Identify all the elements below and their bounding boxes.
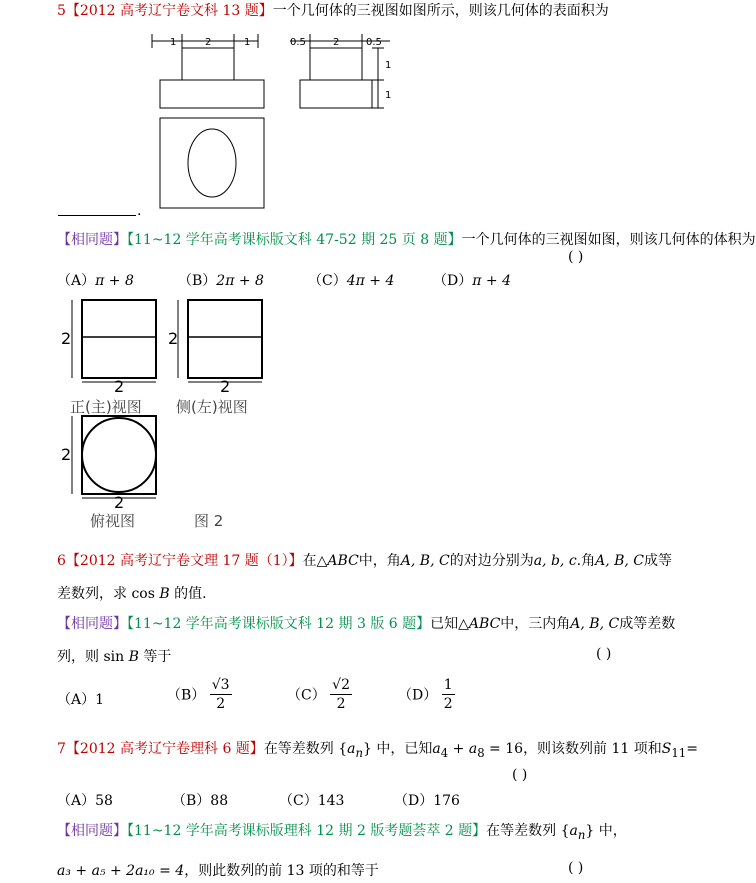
q5-number: 5: [57, 3, 66, 19]
r5-option-d-value: π + 4: [472, 273, 511, 289]
q5-dim-05a: 0.5: [290, 37, 306, 48]
r5-option-b: [178, 270, 264, 290]
r5-side-box: [188, 300, 262, 378]
q6-angle-list: A, B, C: [400, 553, 450, 569]
r6-line2-c: 等于: [138, 649, 172, 665]
q6-text-c: 的对边分别为: [449, 553, 534, 569]
r5-figure-number: 图 2: [194, 512, 224, 530]
r5-three-view-figure: [60, 292, 280, 532]
r6-abc: ABC: [468, 616, 501, 632]
r5-option-a-value: π + 8: [95, 273, 134, 289]
r7-line1: [57, 820, 627, 842]
q5-dim-2: 2: [205, 37, 212, 48]
r5-front-hdim-label: 2: [114, 377, 125, 396]
q5-front-lower-box: [160, 80, 264, 108]
q6-text-e: 成等: [644, 553, 673, 569]
q7-source: 【2012 高考辽宁卷理科 6 题】: [65, 741, 264, 757]
q5-dim-05b: 0.5: [366, 37, 382, 48]
r5-top-circle: [82, 418, 156, 492]
r7-tag: 【相同题】: [57, 823, 127, 839]
r5-side-vdim-label: 2: [168, 329, 179, 348]
q7-number: 7: [57, 741, 66, 757]
q7-line1: [57, 738, 698, 760]
q6-side-list: a, b, c: [533, 553, 577, 569]
r5-option-d-label: （D）: [433, 273, 473, 289]
r6-option-d-num: 1: [443, 677, 453, 693]
r5-top-hdim-label: 2: [114, 493, 125, 512]
q5-answer-blank: [58, 205, 136, 216]
q7-eq-b: a: [468, 741, 478, 757]
r6-option-d: [398, 676, 455, 713]
q5-source: 【2012 高考辽宁卷文科 13 题】: [65, 3, 273, 19]
q7-text-a: 在等差数列 {: [263, 741, 348, 757]
q7-eq-val: = 16: [484, 741, 524, 757]
q5-height-1b: 1: [385, 90, 392, 101]
r5-side-hdim-label: 2: [220, 377, 231, 396]
q7-option-d: （D）176: [394, 793, 460, 809]
q7-s-sub: 11: [671, 745, 687, 760]
r7-equation: a₃ + a₅ + 2a₁₀ = 4: [57, 863, 185, 879]
r6-text-c: 成等差数: [619, 616, 676, 632]
r6-source: 【11~12 学年高考课标版文科 12 期 3 版 6 题】: [127, 616, 431, 632]
r5-top-vdim-label: 2: [61, 445, 72, 464]
q6-text-b: 中，角: [358, 553, 401, 569]
r6-angle-list: A, B, C: [570, 616, 620, 632]
r6-option-b-label: （B）: [167, 687, 206, 704]
r6-option-c: [287, 676, 352, 713]
r7-text-c: ，则此数列的前 13 项的和等于: [184, 863, 379, 879]
q5-top-view-circle: [188, 129, 236, 197]
q6-text-d: .角: [576, 553, 596, 569]
r5-option-a-label: （A）: [57, 273, 96, 289]
r5-line1: [57, 229, 756, 249]
r5-options: [57, 270, 134, 290]
q7-an: a: [347, 741, 356, 757]
q7-eq-a-sub: 4: [440, 745, 449, 760]
r5-option-b-value: 2π + 8: [216, 273, 264, 289]
q5-dim-1a: 1: [170, 37, 177, 48]
r7-text-a: 在等差数列 {: [486, 823, 570, 839]
r5-option-c-label: （C）: [308, 273, 347, 289]
q5-height-dim-line: [372, 48, 384, 108]
r6-option-d-label: （D）: [398, 687, 438, 704]
r7-text-b: } 中，: [585, 823, 627, 839]
r6-option-c-den: 2: [336, 696, 346, 712]
q5-top-view-box: [160, 118, 264, 208]
r5-text: 一个几何体的三视图如图，则该几何体的体积为: [461, 232, 756, 248]
q7-text-b: } 中，已知: [363, 741, 433, 757]
q7-eq-plus: +: [448, 741, 469, 757]
q5-front-upper-box: [182, 48, 234, 80]
r5-side-caption: 侧(左)视图: [176, 398, 248, 416]
r7-an: a: [569, 823, 578, 839]
q6-text-f: 差数列，求 cos: [57, 586, 160, 602]
q6-angle-list-2: A, B, C: [595, 553, 645, 569]
q7-text-d: =: [686, 741, 698, 757]
r5-paren: ( ): [568, 249, 584, 265]
r6-option-c-num: √2: [332, 677, 350, 693]
r6-line1: [57, 613, 675, 633]
q5-three-view-figure: [140, 28, 410, 214]
r6-paren: ( ): [596, 646, 612, 662]
r6-option-b-num: √3: [211, 677, 230, 693]
r7-paren: ( ): [568, 860, 584, 876]
r6-b: B: [128, 649, 139, 665]
r6-line2: [57, 646, 171, 666]
q6-text-a: 在△: [302, 553, 328, 569]
r6-option-b-den: 2: [216, 696, 226, 712]
r5-source: 【11~12 学年高考课标版文科 47-52 期 25 页 8 题】: [127, 232, 462, 248]
q6-source: 【2012 高考辽宁卷文理 17 题（1）】: [65, 553, 303, 569]
q6-line1: [57, 550, 672, 570]
r6-text-b: 中，三内角: [500, 616, 571, 632]
r6-line2-a: 列，则 sin: [57, 649, 129, 665]
q7-eq-b-sub: 8: [477, 745, 485, 760]
q6-line2: [57, 583, 207, 603]
q7-option-a: （A）58: [57, 793, 113, 809]
r6-option-d-den: 2: [443, 696, 453, 712]
q5-dim-1b: 1: [244, 37, 251, 48]
q5-dim-2b: 2: [333, 37, 340, 48]
r5-front-vdim-label: 2: [61, 329, 72, 348]
r5-front-caption: 正(主)视图: [70, 398, 142, 416]
r5-option-b-label: （B）: [178, 273, 217, 289]
r6-option-a: （A）1: [57, 692, 105, 708]
q7-an-sub: n: [355, 745, 364, 760]
r5-top-caption: 俯视图: [90, 512, 136, 530]
q5-blank-period: .: [137, 203, 142, 219]
q7-s: S: [661, 741, 672, 757]
q7-option-b: （B）88: [172, 793, 229, 809]
r5-option-d: [433, 270, 511, 290]
r7-an-sub: n: [577, 827, 586, 842]
q5-side-upper-box: [310, 48, 362, 80]
q6-text-g: 的值.: [169, 586, 207, 602]
r7-line2: [57, 860, 379, 880]
r5-option-c-value: 4π + 4: [346, 273, 395, 289]
q6-number: 6: [57, 553, 66, 569]
q5-height-1a: 1: [385, 60, 392, 71]
r5-option-c: [308, 270, 394, 290]
q7-text-c: ，则该数列前 11 项和: [523, 741, 662, 757]
q6-b: B: [159, 586, 170, 602]
q5-text: 一个几何体的三视图如图所示，则该几何体的表面积为: [272, 3, 609, 19]
q7-eq-a: a: [432, 741, 441, 757]
r5-tag: 【相同题】: [57, 232, 127, 248]
q5-line: [57, 0, 609, 20]
r6-tag: 【相同题】: [57, 616, 127, 632]
r6-option-b: [167, 676, 232, 713]
r7-source: 【11~12 学年高考课标版理科 12 期 2 版考题荟萃 2 题】: [127, 823, 487, 839]
r6-option-c-label: （C）: [287, 687, 326, 704]
r5-front-box: [82, 300, 156, 378]
r6-text-a: 已知△: [430, 616, 469, 632]
q7-paren: ( ): [512, 767, 528, 783]
q6-abc: ABC: [327, 553, 359, 569]
q5-side-lower-box: [300, 80, 372, 108]
q7-option-c: （C）143: [279, 793, 345, 809]
